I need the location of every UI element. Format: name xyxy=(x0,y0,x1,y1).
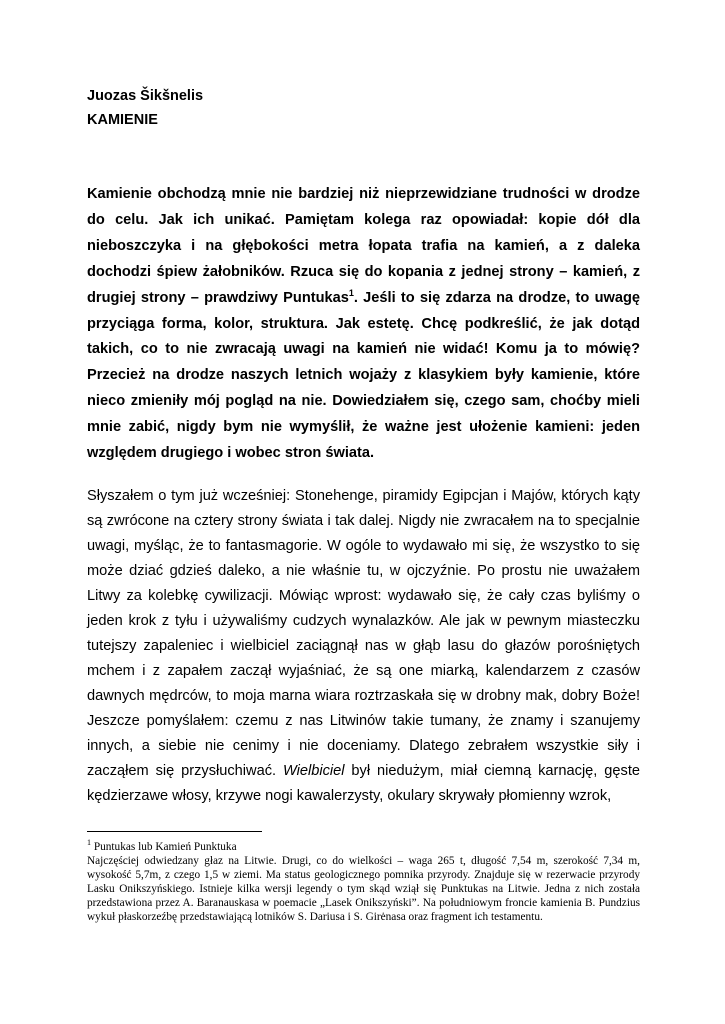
paragraph-2-text-b: był niedużym, miał ciemną karnację, gęste kędzierzawe włosy, krzywe nogi kawalerzysty, okulary skrywały płomienny wzrok, xyxy=(87,763,640,804)
document-title: KAMIENIE xyxy=(87,112,158,128)
footnote-heading: Puntukas lub Kamień Punktuka xyxy=(91,841,237,853)
paragraph-2 xyxy=(87,484,640,809)
footnote-heading-line xyxy=(87,840,640,854)
footnote-separator xyxy=(87,831,262,832)
paragraph-1-text-b: . Jeśli to się zdarza na drodze, to uwagę przyciąga forma, kolor, struktura. Jak estetę. Chcę podkreślić, że jak dotąd takich, co to nie zwracają uwagi na kamień nie widać! Komu ja to mówię? Przecież na drodze naszych letnich wojaży z klasykiem były kamienie, które nieco zmieniły mój pogląd na nie. Dowiedziałem się, czego sam, choćby mieli mnie zabić, nigdy bym nie wymyślił, że ważne jest ułożenie kamieni: jeden względem drugiego i wobec stron świata. xyxy=(87,289,640,462)
footnote-marker: 1 xyxy=(87,838,91,848)
paragraph-2-italic-word: Wielbiciel xyxy=(282,763,345,779)
footnote xyxy=(87,840,640,925)
paragraph-1-text-a: Kamienie obchodzą mnie nie bardziej niż nieprzewidziane trudności w drodze do celu. Jak ich unikać. Pamiętam kolega raz opowiadał: kopie dół dla nieboszczyka i na głębokości metra łopata trafia na kamień, a z daleka dochodzi śpiew żałobników. Rzuca się do kopania z jednej strony – kamień, z drugiej strony – prawdziwy Puntukas xyxy=(87,186,640,306)
footnote-body: Najczęściej odwiedzany głaz na Litwie. Drugi, co do wielkości – waga 265 t, długość 7,54 m, szerokość 7,34 m, wysokość 5,7m, z czego 1,5 w ziemi. Ma status geologicznego pomnika przyrody. Znajduje się w rezerwacie przyrody Lasku Onikszyńskiego. Istnieje kilka wersji legendy o tym skąd wziął się Punktukas na Litwie. Jedna z nich została przedstawiona przez A. Baranauskasa w poemacie „Lasek Onikszyński”. Na południowym froncie kamienia B. Pundzius wykuł płaskorzeźbę przedstawiającą lotników S. Dariusa i S. Girėnasa oraz fragment ich testamentu. xyxy=(87,855,640,924)
footnote-reference[interactable]: 1 xyxy=(348,287,354,298)
paragraph-1 xyxy=(87,182,640,467)
author-name: Juozas Šikšnelis xyxy=(87,88,204,104)
paragraph-2-text-a: Słyszałem o tym już wcześniej: Stonehenge, piramidy Egipcjan i Majów, których kąty są zwrócone na cztery strony świata i tak dalej. Nigdy nie zwracałem na to specjalnie uwagi, myśląc, że to fantasmagorie. W ogóle to wydawało mi się, że wszystko to się może dziać gdzieś daleko, a nie właśnie tu, w ojczyźnie. Po prostu nie uważałem Litwy za kolebkę cywilizacji. Mówiąc wprost: wydawało się, że cały czas byliśmy o jeden krok z tyłu i używaliśmy cudzych wynalazków. Ale jak w pewnym miasteczku tutejszy zapaleniec i wielbiciel zaciągnął nas w głąb lasu do głazów porośniętych mchem i z zapałem zaczął wyjaśniać, że są one miarką, kalendarzem z czasów dawnych mędrców, to moja marna wiara roztrzaskała się w drobny mak, dobry Boże! Jeszcze pomyślałem: czemu z nas Litwinów takie tumany, że znamy i szanujemy innych, a siebie nie cenimy i nie doceniamy. Dlatego zebrałem wszystkie siły i zacząłem się przysłuchiwać. xyxy=(87,488,640,779)
